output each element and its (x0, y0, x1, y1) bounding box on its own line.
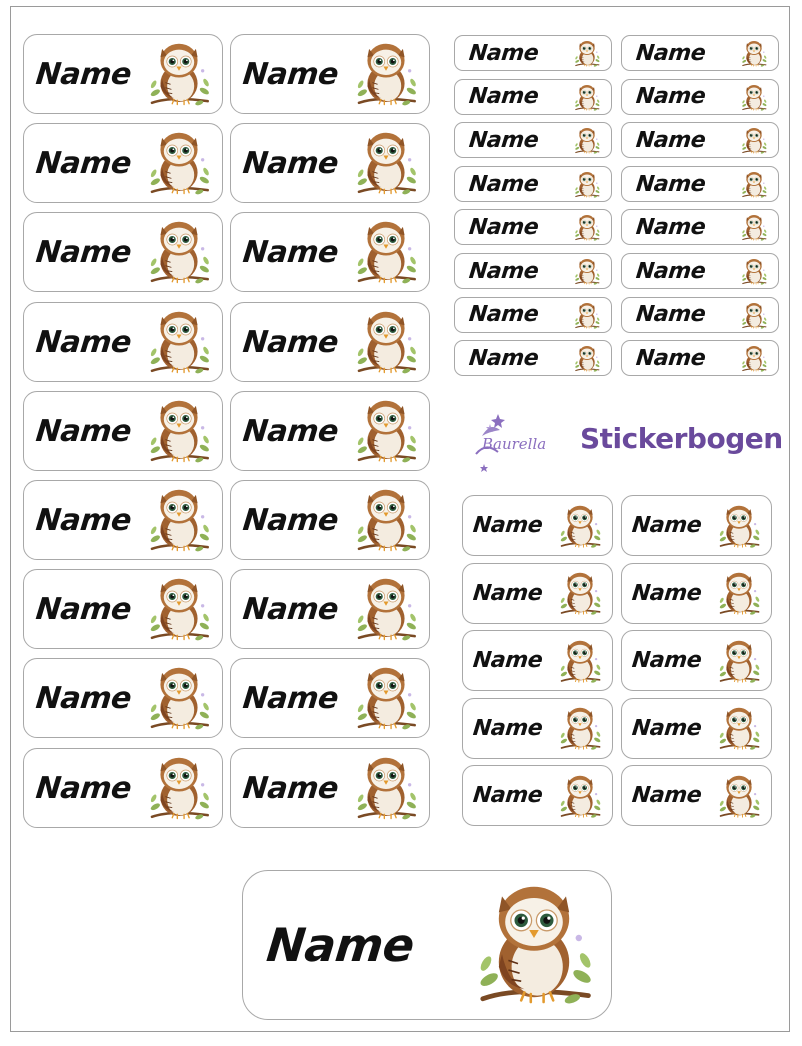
owl-icon (573, 169, 601, 201)
brand-logo-text: Baurella (482, 435, 547, 453)
owl-icon (716, 566, 762, 622)
name-sticker-medium (462, 630, 613, 691)
owl-icon (351, 572, 421, 648)
sticker-name-text: Name (34, 592, 133, 628)
name-sticker-medium (462, 698, 613, 759)
owl-icon (557, 701, 603, 757)
owl-icon (716, 634, 762, 690)
owl-icon (573, 38, 601, 70)
name-sticker-large (23, 123, 223, 203)
sticker-name-text: Name (471, 648, 544, 674)
sticker-name-text: Name (630, 513, 703, 539)
sticker-name-text: Name (241, 503, 340, 538)
name-sticker-small (454, 35, 612, 71)
name-sticker-small (621, 166, 779, 202)
sticker-name-text: Name (241, 146, 340, 182)
owl-icon (573, 125, 601, 157)
sticker-name-text: Name (241, 413, 340, 449)
name-sticker-small (621, 122, 779, 158)
owl-icon (573, 212, 601, 244)
name-sticker-medium (462, 495, 613, 556)
sticker-name-text: Name (34, 146, 133, 182)
name-sticker-small (454, 297, 612, 333)
name-sticker-large (230, 34, 430, 114)
name-sticker-small (621, 35, 779, 71)
name-sticker-large (23, 34, 223, 114)
name-sticker-big (242, 870, 612, 1020)
name-sticker-medium (462, 563, 613, 624)
name-sticker-large (230, 480, 430, 560)
name-sticker-medium (621, 630, 772, 691)
owl-icon (716, 499, 762, 555)
owl-icon (144, 394, 214, 470)
name-sticker-small (454, 79, 612, 115)
owl-icon (557, 634, 603, 690)
name-sticker-large (23, 480, 223, 560)
sticker-name-text: Name (467, 171, 540, 197)
sticker-name-text: Name (241, 592, 340, 628)
owl-icon (573, 300, 601, 332)
sticker-name-text: Name (634, 345, 707, 371)
sticker-name-text: Name (241, 770, 340, 806)
sticker-name-text: Name (634, 127, 707, 153)
sticker-name-text: Name (634, 40, 707, 66)
owl-icon (716, 769, 762, 825)
owl-icon (144, 572, 214, 648)
sticker-name-text: Name (630, 715, 703, 741)
owl-icon (740, 38, 768, 70)
owl-icon (573, 343, 601, 375)
sticker-name-text: Name (467, 215, 540, 241)
sticker-name-text: Name (634, 258, 707, 284)
name-sticker-medium (621, 495, 772, 556)
name-sticker-medium (621, 765, 772, 826)
owl-icon (351, 661, 421, 737)
name-sticker-large (230, 391, 430, 471)
owl-icon (351, 37, 421, 113)
sticker-name-text: Name (467, 40, 540, 66)
name-sticker-large (23, 391, 223, 471)
name-sticker-large (230, 302, 430, 382)
sticker-name-text: Name (34, 503, 133, 538)
sticker-name-text: Name (630, 648, 703, 674)
owl-icon (465, 874, 603, 1018)
owl-icon (351, 215, 421, 291)
owl-icon (557, 566, 603, 622)
sticker-name-text: Name (34, 235, 133, 271)
owl-icon (144, 305, 214, 381)
sticker-name-text: Name (241, 235, 340, 271)
name-sticker-small (621, 253, 779, 289)
owl-icon (740, 169, 768, 201)
owl-icon (740, 212, 768, 244)
name-sticker-large (230, 569, 430, 649)
owl-icon (740, 343, 768, 375)
name-sticker-large (23, 212, 223, 292)
sticker-name-text: Name (471, 580, 544, 606)
owl-icon (740, 300, 768, 332)
name-sticker-small (454, 209, 612, 245)
sticker-name-text: Name (630, 783, 703, 809)
name-sticker-medium (621, 698, 772, 759)
owl-icon (557, 769, 603, 825)
owl-icon (716, 701, 762, 757)
owl-icon (144, 483, 214, 559)
sticker-name-text: Name (467, 345, 540, 371)
name-sticker-small (454, 122, 612, 158)
name-sticker-large (230, 658, 430, 738)
owl-icon (351, 305, 421, 381)
owl-icon (351, 394, 421, 470)
sticker-name-text: Name (34, 413, 133, 449)
owl-icon (351, 751, 421, 827)
owl-icon (144, 126, 214, 202)
sticker-name-text: Name (264, 918, 417, 973)
owl-icon (740, 82, 768, 114)
owl-icon (351, 126, 421, 202)
sticker-name-text: Name (467, 302, 540, 328)
name-sticker-large (23, 748, 223, 828)
name-sticker-small (621, 297, 779, 333)
sticker-name-text: Name (34, 681, 133, 717)
name-sticker-large (230, 748, 430, 828)
sticker-name-text: Name (467, 258, 540, 284)
sticker-name-text: Name (241, 324, 340, 360)
owl-icon (144, 661, 214, 737)
sticker-name-text: Name (471, 513, 544, 539)
name-sticker-large (23, 569, 223, 649)
brand-title: Stickerbogen (580, 422, 783, 455)
sticker-name-text: Name (34, 770, 133, 806)
owl-icon (573, 256, 601, 288)
sticker-name-text: Name (241, 681, 340, 717)
name-sticker-small (621, 340, 779, 376)
name-sticker-large (23, 658, 223, 738)
sticker-name-text: Name (241, 57, 340, 92)
brand-block (468, 408, 783, 474)
sticker-name-text: Name (634, 302, 707, 328)
name-sticker-small (454, 253, 612, 289)
owl-icon (144, 37, 214, 113)
name-sticker-medium (621, 563, 772, 624)
sticker-name-text: Name (467, 84, 540, 110)
name-sticker-small (621, 79, 779, 115)
name-sticker-large (23, 302, 223, 382)
sticker-name-text: Name (634, 215, 707, 241)
owl-icon (144, 751, 214, 827)
sticker-name-text: Name (34, 57, 133, 92)
name-sticker-large (230, 123, 430, 203)
sticker-name-text: Name (471, 715, 544, 741)
sticker-name-text: Name (630, 580, 703, 606)
owl-icon (351, 483, 421, 559)
name-sticker-small (621, 209, 779, 245)
owl-icon (740, 125, 768, 157)
name-sticker-small (454, 166, 612, 202)
sticker-name-text: Name (467, 127, 540, 153)
owl-icon (144, 215, 214, 291)
owl-icon (573, 82, 601, 114)
sticker-name-text: Name (634, 171, 707, 197)
owl-icon (740, 256, 768, 288)
sticker-name-text: Name (634, 84, 707, 110)
name-sticker-medium (462, 765, 613, 826)
sticker-name-text: Name (34, 324, 133, 360)
name-sticker-small (454, 340, 612, 376)
sticker-name-text: Name (471, 783, 544, 809)
name-sticker-large (230, 212, 430, 292)
owl-icon (557, 499, 603, 555)
